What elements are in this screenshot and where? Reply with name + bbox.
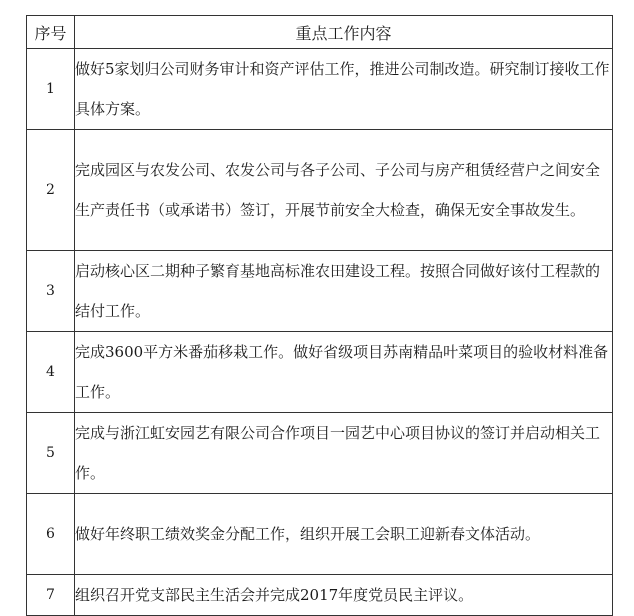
row-number: 1	[27, 49, 75, 130]
row-number: 7	[27, 575, 75, 616]
row-content: 完成与浙江虹安园艺有限公司合作项目一园艺中心项目协议的签订并启动相关工作。	[75, 413, 613, 494]
row-content: 完成园区与农发公司、农发公司与各子公司、子公司与房产租赁经营户之间安全生产责任书（或承诺书）签订，开展节前安全大检查，确保无安全事故发生。	[75, 130, 613, 251]
table-row	[27, 413, 613, 494]
row-content: 做好5家划归公司财务审计和资产评估工作，推进公司制改造。研究制订接收工作具体方案。	[75, 49, 613, 130]
table-row	[27, 332, 613, 413]
table-row	[27, 575, 613, 616]
row-number: 6	[27, 494, 75, 575]
row-number: 2	[27, 130, 75, 251]
header-key-work-content: 重点工作内容	[75, 16, 613, 49]
table-row	[27, 494, 613, 575]
work-plan-table	[26, 15, 613, 616]
table-header-row	[27, 16, 613, 49]
row-content: 完成3600平方米番茄移栽工作。做好省级项目苏南精品叶菜项目的验收材料准备工作。	[75, 332, 613, 413]
row-number: 3	[27, 251, 75, 332]
header-serial-number: 序号	[27, 16, 75, 49]
row-content: 组织召开党支部民主生活会并完成2017年度党员民主评议。	[75, 575, 613, 616]
row-content: 做好年终职工绩效奖金分配工作，组织开展工会职工迎新春文体活动。	[75, 494, 613, 575]
table-row	[27, 49, 613, 130]
row-number: 4	[27, 332, 75, 413]
table-row	[27, 251, 613, 332]
table-row	[27, 130, 613, 251]
row-number: 5	[27, 413, 75, 494]
row-content: 启动核心区二期种子繁育基地高标准农田建设工程。按照合同做好该付工程款的结付工作。	[75, 251, 613, 332]
